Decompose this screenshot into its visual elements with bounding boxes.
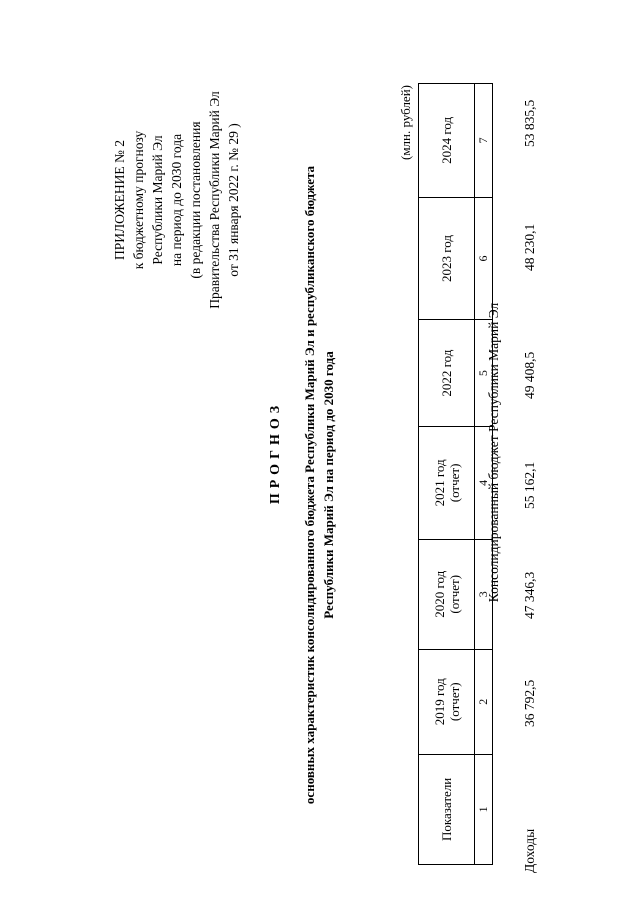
column-number: 7 bbox=[475, 84, 493, 198]
annex-line: ПРИЛОЖЕНИЕ № 2 bbox=[112, 139, 127, 261]
annex-line: от 31 января 2022 г. № 29 ) bbox=[226, 123, 241, 277]
column-number: 1 bbox=[475, 754, 493, 864]
annex-block bbox=[110, 35, 243, 365]
header-indicators: Показатели bbox=[419, 754, 475, 864]
column-number: 2 bbox=[475, 649, 493, 754]
annex-line: на период до 2030 года bbox=[169, 133, 184, 267]
unit-label: (млн. рублей) bbox=[398, 85, 413, 160]
table-header-row bbox=[419, 84, 475, 865]
row-value: 36 792,5 bbox=[522, 679, 537, 727]
row-value: 47 346,3 bbox=[522, 571, 537, 619]
header-2019: 2019 год (отчет) bbox=[419, 649, 475, 754]
table-row bbox=[522, 57, 542, 877]
row-value: 49 408,5 bbox=[522, 351, 537, 399]
annex-line: Правительства Республики Марий Эл bbox=[207, 91, 222, 309]
row-value: 55 162,1 bbox=[522, 461, 537, 509]
column-number: 3 bbox=[475, 539, 493, 649]
column-number: 6 bbox=[475, 197, 493, 320]
column-number: 5 bbox=[475, 320, 493, 427]
row-label: Доходы bbox=[522, 828, 537, 873]
annex-line: Республики Марий Эл bbox=[150, 135, 165, 265]
header-2021: 2021 год (отчет) bbox=[419, 426, 475, 539]
document-title: ПРОГНОЗ bbox=[268, 400, 283, 505]
header-2020: 2020 год (отчет) bbox=[419, 539, 475, 649]
annex-line: к бюджетному прогнозу bbox=[131, 130, 146, 270]
subtitle-line-2: Республики Марий Эл на период до 2030 года bbox=[321, 351, 336, 619]
subtitle-line-1: основных характеристик консолидированного бюджета Республики Марий Эл и республиканского бюджета bbox=[302, 165, 317, 805]
row-value: 48 230,1 bbox=[522, 223, 537, 271]
row-value: 53 835,5 bbox=[522, 99, 537, 147]
column-number: 4 bbox=[475, 426, 493, 539]
forecast-table bbox=[418, 83, 493, 865]
header-2024: 2024 год bbox=[419, 84, 475, 198]
document-subtitle bbox=[300, 95, 338, 875]
header-2023: 2023 год bbox=[419, 197, 475, 320]
header-2022: 2022 год bbox=[419, 320, 475, 427]
annex-line: (в редакции постановления bbox=[188, 121, 203, 279]
section-title: Консолидированный бюджет Республики Марий Эл bbox=[486, 302, 501, 603]
